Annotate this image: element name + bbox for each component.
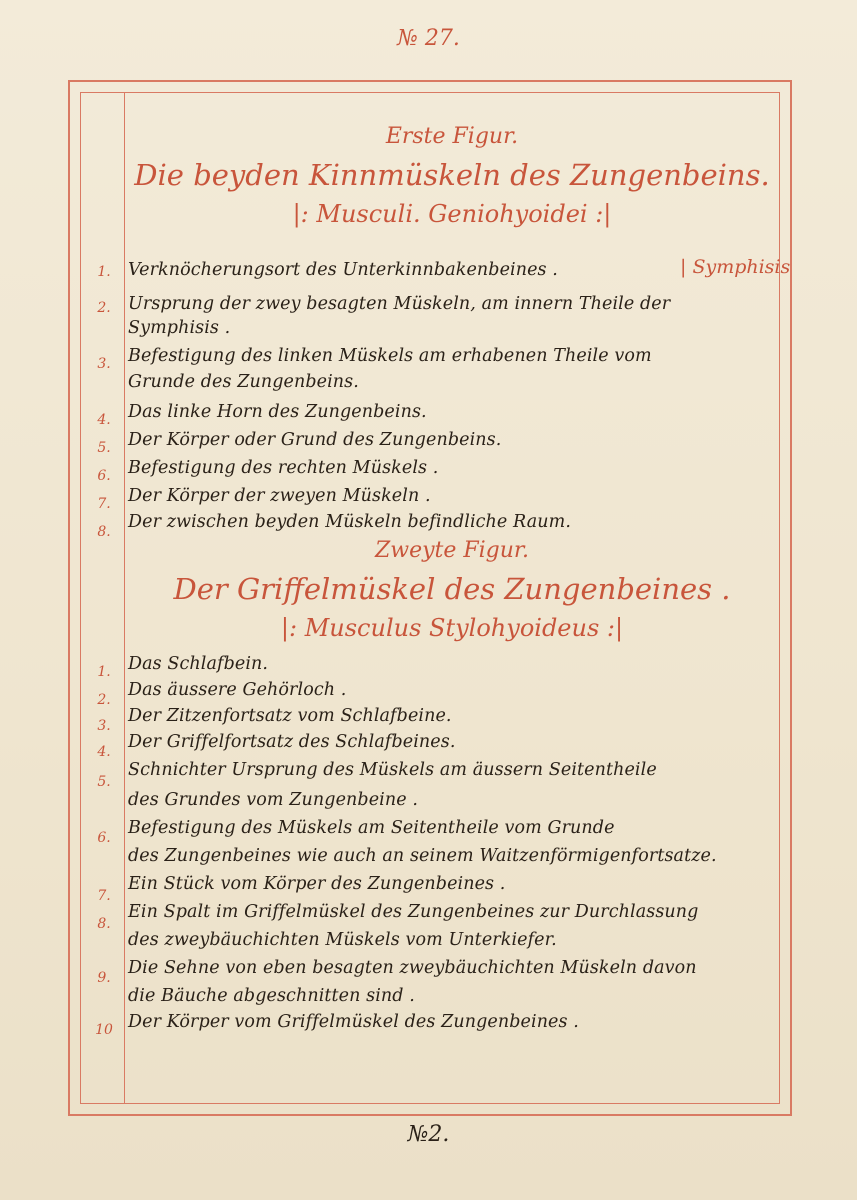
list-item-line: Ursprung der zwey besagten Müskeln, am innern Theile der	[128, 294, 671, 314]
item-number: 7.	[97, 888, 111, 904]
list-item-line: die Bäuche abgeschnitten sind .	[128, 986, 415, 1006]
list-item-line: Befestigung des Müskels am Seitentheile vom Grunde	[128, 818, 615, 838]
item-number: 2.	[97, 300, 111, 316]
list-item-line: des Grundes vom Zungenbeine .	[128, 790, 419, 810]
list-item-line: Ein Stück vom Körper des Zungenbeines .	[128, 874, 506, 894]
list-item-line: Das Schlafbein.	[128, 654, 269, 674]
item-number: 2.	[97, 692, 111, 708]
list-item-line: Befestigung des linken Müskels am erhabenen Theile vom	[128, 346, 652, 366]
item-number: 9.	[97, 970, 111, 986]
page-number-top: № 27.	[397, 26, 460, 51]
figure1-subtitle: Die beyden Kinnmüskeln des Zungenbeins.	[134, 158, 770, 192]
figure2-subtitle: Der Griffelmüskel des Zungenbeines .	[173, 572, 731, 606]
list-item-line: Das linke Horn des Zungenbeins.	[128, 402, 427, 422]
list-item-line: Befestigung des rechten Müskels .	[128, 458, 439, 478]
item-number: 4.	[97, 744, 111, 760]
item-number: 3.	[97, 718, 111, 734]
list-item-line: Der zwischen beyden Müskeln befindliche Raum.	[128, 512, 571, 532]
item-number: 5.	[97, 774, 111, 790]
figure2-latin-name: |: Musculus Stylohyoideus :|	[280, 614, 624, 642]
item-number: 4.	[97, 412, 111, 428]
item-number: 10	[95, 1022, 113, 1038]
list-item-line: Der Körper oder Grund des Zungenbeins.	[128, 430, 502, 450]
list-item-line: Schnichter Ursprung des Müskels am äussern Seitentheile	[128, 760, 657, 780]
item-number: 1.	[97, 264, 111, 280]
list-item-line: des Zungenbeines wie auch an seinem Waitzenförmigenfortsatze.	[128, 846, 717, 866]
item-number: 8.	[97, 524, 111, 540]
list-item-line: des zweybäuchichten Müskels vom Unterkiefer.	[128, 930, 557, 950]
list-item-line: Der Zitzenfortsatz vom Schlafbeine.	[128, 706, 452, 726]
item-number: 1.	[97, 664, 111, 680]
list-item-line: Ein Spalt im Griffelmüskel des Zungenbeines zur Durchlassung	[128, 902, 699, 922]
figure1-latin-name: |: Musculi. Geniohyoidei :|	[292, 200, 612, 228]
item-number: 7.	[97, 496, 111, 512]
item-number: 3.	[97, 356, 111, 372]
page-number-bottom: №2.	[407, 1122, 450, 1147]
symphisis-side-note: | Symphisis	[680, 256, 791, 278]
list-item-line: Der Griffelfortsatz des Schlafbeines.	[128, 732, 456, 752]
figure2-title: Zweyte Figur.	[374, 538, 530, 563]
list-item-line: Die Sehne von eben besagten zweybäuchichten Müskeln davon	[128, 958, 697, 978]
list-item-line: Verknöcherungsort des Unterkinnbakenbeines .	[128, 260, 558, 280]
item-number: 6.	[97, 468, 111, 484]
item-number: 5.	[97, 440, 111, 456]
item-number: 8.	[97, 916, 111, 932]
figure1-title: Erste Figur.	[385, 124, 519, 149]
item-number: 6.	[97, 830, 111, 846]
list-item-line: Der Körper der zweyen Müskeln .	[128, 486, 431, 506]
list-item-line: Symphisis .	[128, 318, 231, 338]
list-item-line: Der Körper vom Griffelmüskel des Zungenbeines .	[128, 1012, 579, 1032]
list-item-line: Das äussere Gehörloch .	[128, 680, 347, 700]
list-item-line: Grunde des Zungenbeins.	[128, 372, 359, 392]
